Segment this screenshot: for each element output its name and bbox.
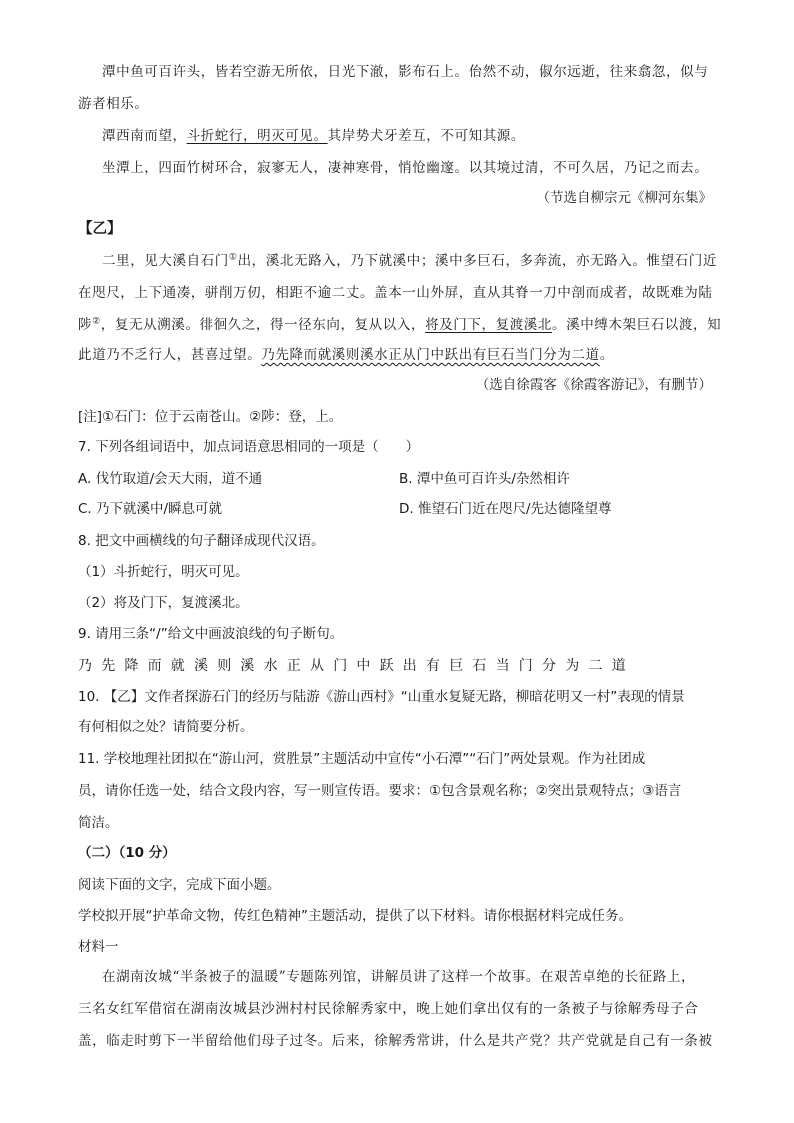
q11-line-1: 11. 学校地理社团拟在“游山河，赏胜景”主题活动中宣传“小石潭”“石门”两处景观。作为社团成 (78, 751, 646, 767)
q10-line-1: 10. 【乙】文作者探游石门的经历与陆游《游山西村》“山重水复疑无路，柳暗花明又一村”表现的情景 (78, 689, 685, 705)
yi-line-3 (78, 315, 721, 335)
yi-line-1 (102, 251, 717, 271)
jia-underlined-sentence: 斗折蛇行，明灭可见。 (186, 128, 328, 144)
yi-line-4-b: 。 (599, 347, 614, 363)
q7-option-a: A. 伐竹取道/会天大雨，道不通 (78, 471, 263, 487)
jia-paragraph-1-line-2: 游者相乐。 (78, 96, 149, 112)
q11-line-3: 简洁。 (78, 815, 119, 831)
q7-option-d: D. 惟望石门近在咫尺/先达德隆望尊 (399, 501, 612, 517)
q9-stem: 9. 请用三条“/”给文中画波浪线的句子断句。 (78, 626, 344, 642)
jia-paragraph-2 (102, 126, 525, 146)
jia-p2-suffix: 其岸势犬牙差互，不可知其源。 (327, 128, 526, 144)
yi-line-3-b: ，复无从溯溪。徘徊久之，得一径东向，复从以入， (100, 317, 426, 333)
yi-line-1-a: 二里，见大溪自石门 (102, 253, 229, 269)
yi-source: （选自徐霞客《徐霞客游记》，有删节） (475, 377, 712, 393)
yi-underlined-sentence: 将及门下，复渡溪北 (425, 317, 552, 333)
yi-heading: 【乙】 (78, 221, 122, 237)
material-1-label: 材料一 (78, 939, 119, 955)
jia-paragraph-1-line-1: 潭中鱼可百许头，皆若空游无所依，日光下澈，影布石上。佁然不动，俶尔远逝，往来翕忽，似与 (102, 64, 709, 80)
yi-line-2: 在咫尺，上下通凑，骈削万仞，相距不逾二丈。盖本一山外屏，直从其脊一刀中剖而成者，故既难为陆 (78, 285, 713, 301)
jia-paragraph-3: 坐潭上，四面竹树环合，寂寥无人，凄神寒骨，悄怆幽邃。以其境过清，不可久居，乃记之而去。 (102, 160, 709, 176)
yi-line-4 (78, 345, 614, 365)
q8-stem: 8. 把文中画横线的句子翻译成现代汉语。 (78, 533, 325, 549)
yi-line-3-a: 陟 (78, 317, 93, 333)
note-marker-2: ② (92, 316, 101, 327)
q9-sentence: 乃先降而就溪则溪水正从门中跃出有巨石当门分为二道 (78, 658, 635, 674)
note-marker-1: ① (228, 252, 238, 263)
q7-stem: 7. 下列各组词语中，加点词语意思相同的一项是（ ） (78, 439, 420, 455)
yi-line-3-c: 。溪中缚木架巨石以渡，知 (552, 317, 722, 333)
q11-line-2: 员，请你任选一处，结合文段内容，写一则宣传语。要求：①包含景观名称；②突出景观特点；③语言 (78, 783, 682, 799)
q7-option-c: C. 乃下就溪中/瞬息可就 (78, 501, 223, 517)
yi-line-1-b: 出，溪北无路入，乃下就溪中；溪中多巨石，多奔流，亦无路入。惟望石门近 (237, 253, 717, 269)
material-1-line-2: 三名女红军借宿在湖南汝城县沙洲村村民徐解秀家中，晚上她们拿出仅有的一条被子与徐解秀母子合 (78, 1001, 699, 1017)
yi-wavy-sentence: 乃先降而就溪则溪水正从门中跃出有巨石当门分为二道 (261, 347, 600, 363)
section-2-heading: （二）（10 分） (78, 845, 176, 861)
q10-line-2: 有何相似之处？请简要分析。 (78, 719, 254, 735)
jia-p2-prefix: 潭西南而望， (102, 128, 187, 144)
yi-line-4-a: 此道乃不乏行人，甚喜过望。 (78, 347, 262, 363)
material-1-line-1: 在湖南汝城“半条被子的温暖”专题陈列馆，讲解员讲了这样一个故事。在艰苦卓绝的长征路上， (102, 969, 696, 985)
jia-source: （节选自柳宗元《柳河东集》 (536, 190, 712, 206)
notes: [注]①石门：位于云南苍山。②陟：登，上。 (78, 409, 343, 425)
q7-option-b: B. 潭中鱼可百许头/杂然相许 (399, 471, 570, 487)
material-1-line-3: 盖，临走时剪下一半留给他们母子过冬。后来，徐解秀常讲，什么是共产党？共产党就是自己有一条被 (78, 1033, 713, 1049)
q8-sentence-1: （1）斗折蛇行，明灭可见。 (78, 564, 249, 580)
q8-sentence-2: （2）将及门下，复渡溪北。 (78, 595, 249, 611)
section-2-task: 学校拟开展“护革命文物，传红色精神”主题活动，提供了以下材料。请你根据材料完成任务。 (78, 908, 632, 924)
section-2-intro: 阅读下面的文字，完成下面小题。 (78, 877, 281, 893)
